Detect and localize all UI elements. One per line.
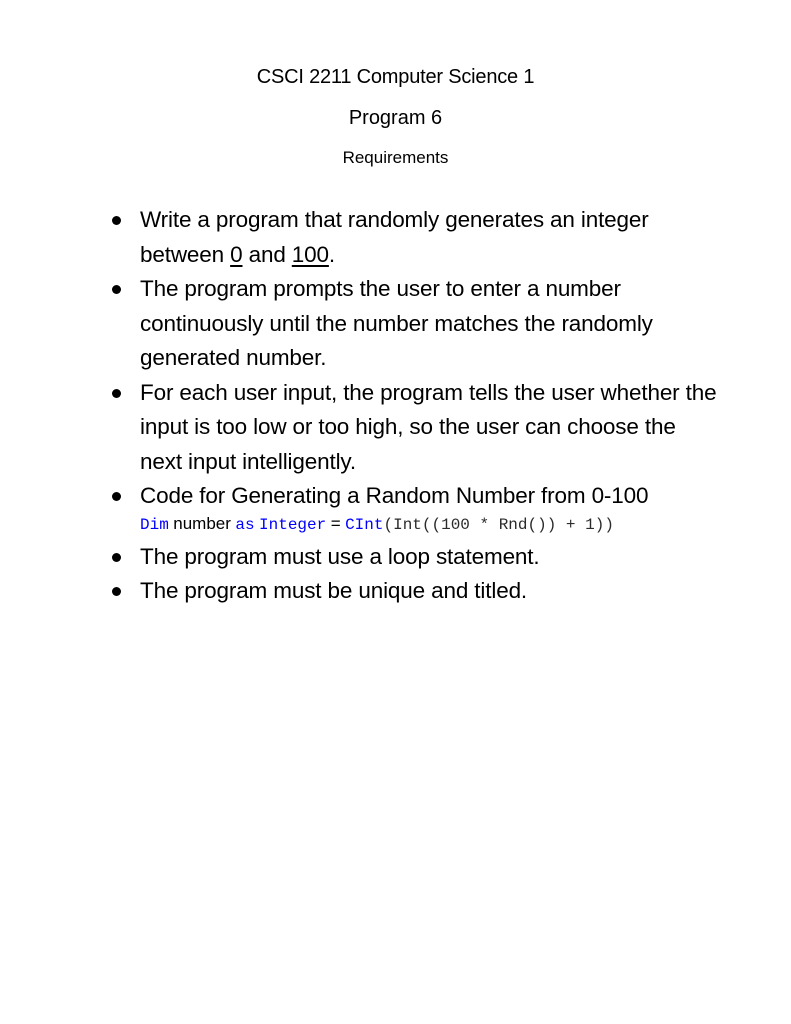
program-title: Program 6 xyxy=(348,107,443,129)
bullet-icon xyxy=(112,285,121,294)
course-title: CSCI 2211 Computer Science 1 xyxy=(256,66,535,88)
bullet-icon xyxy=(112,492,121,501)
requirement-item xyxy=(112,479,722,514)
code-function: CInt xyxy=(345,515,384,534)
code-variable: number xyxy=(173,513,231,533)
requirement-text: The program must use a loop statement. xyxy=(140,543,540,569)
bullet-icon xyxy=(112,216,121,225)
code-keyword-as: as xyxy=(235,515,255,534)
code-type: Integer xyxy=(259,515,327,534)
code-expression: (Int((100 * Rnd()) + 1)) xyxy=(383,515,614,534)
code-snippet xyxy=(112,511,722,540)
bullet-icon xyxy=(112,389,121,398)
code-keyword-dim: Dim xyxy=(140,515,169,534)
requirement-text: . xyxy=(328,241,335,267)
code-equals: = xyxy=(330,513,341,533)
range-max: 100 xyxy=(291,241,329,267)
bullet-icon xyxy=(112,553,121,562)
requirements-list xyxy=(112,203,722,609)
requirement-text: Code for Generating a Random Number from 0-100 xyxy=(140,483,649,508)
requirements-heading: Requirements xyxy=(342,148,449,167)
requirement-item xyxy=(112,203,722,272)
requirement-text: Write a program that randomly generates an integer between xyxy=(140,207,649,267)
requirement-item xyxy=(112,376,722,480)
requirement-text: For each user input, the program tells the user whether the input is too low or too high, so the user can choose the next input intelligently. xyxy=(140,379,717,474)
bullet-icon xyxy=(112,587,121,596)
requirement-item xyxy=(112,272,722,376)
requirement-text: The program prompts the user to enter a number continuously until the number matches the randomly generated number. xyxy=(140,276,653,370)
requirement-text: and xyxy=(242,241,292,267)
requirement-item xyxy=(112,574,722,609)
range-min: 0 xyxy=(230,241,243,267)
requirement-text: The program must be unique and titled. xyxy=(140,578,528,603)
requirement-item xyxy=(112,540,722,575)
